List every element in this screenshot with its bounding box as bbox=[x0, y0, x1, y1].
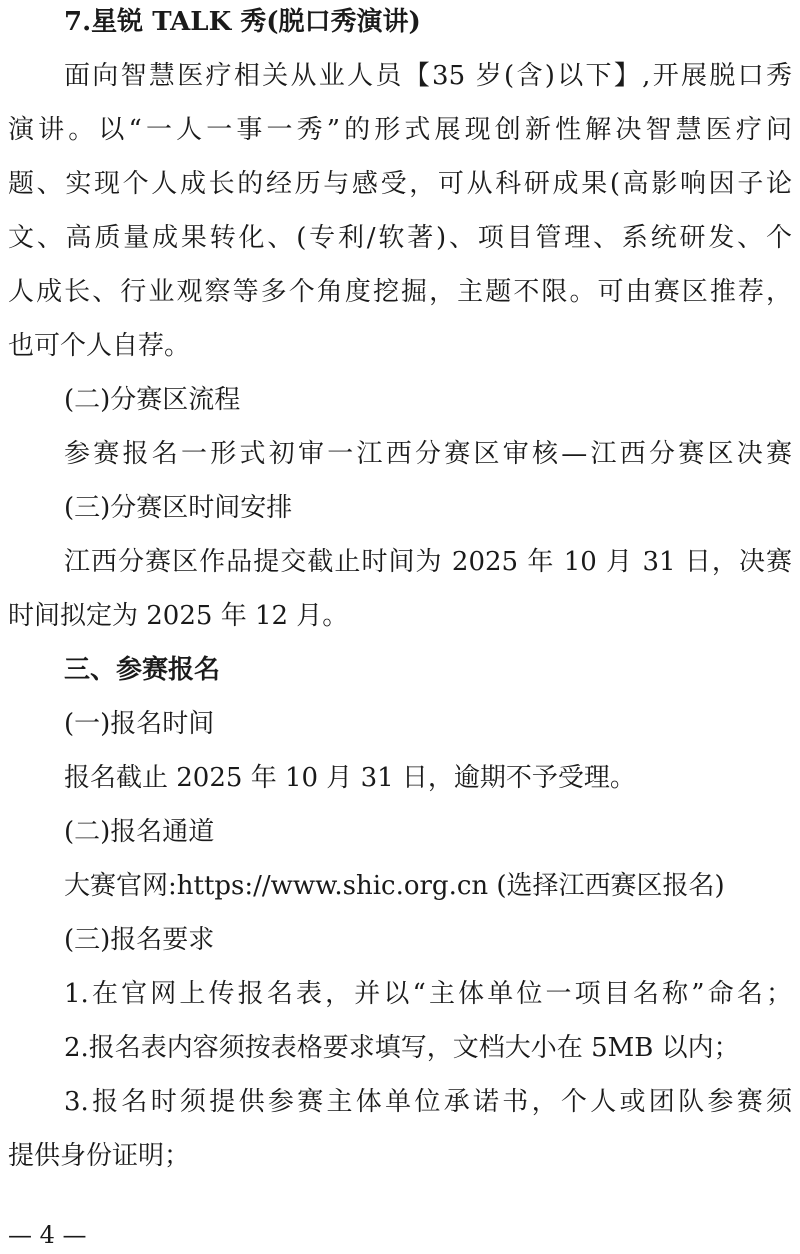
paragraph-line: 演讲。以“一人一事一秀”的形式展现创新性解决智慧医疗问 bbox=[8, 115, 792, 145]
requirement-item: 1.在官网上传报名表，并以“主体单位一项目名称”命名； bbox=[64, 979, 792, 1009]
requirement-item: 3.报名时须提供参赛主体单位承诺书，个人或团队参赛须 bbox=[64, 1087, 792, 1117]
subsection-heading-flow: (二)分赛区流程 bbox=[64, 385, 241, 415]
paragraph-line: 人成长、行业观察等多个角度挖掘，主题不限。可由赛区推荐， bbox=[8, 277, 792, 307]
schedule-line: 江西分赛区作品提交截止时间为 2025 年 10 月 31 日，决赛 bbox=[64, 547, 792, 577]
paragraph-line: 文、高质量成果转化、(专利/软著)、项目管理、系统研发、个 bbox=[8, 223, 792, 253]
paragraph-line: 题、实现个人成长的经历与感受，可从科研成果(高影响因子论 bbox=[8, 169, 792, 199]
section-heading-registration: 三、参赛报名 bbox=[64, 655, 221, 685]
schedule-line: 时间拟定为 2025 年 12 月。 bbox=[8, 601, 349, 631]
requirement-item-continued: 提供身份证明； bbox=[8, 1141, 191, 1171]
paragraph-line: 面向智慧医疗相关从业人员【35 岁(含)以下】,开展脱口秀 bbox=[64, 61, 792, 91]
paragraph-line: 也可个人自荐。 bbox=[8, 331, 191, 361]
subsection-heading-schedule: (三)分赛区时间安排 bbox=[64, 493, 293, 523]
registration-time-text: 报名截止 2025 年 10 月 31 日，逾期不予受理。 bbox=[64, 763, 636, 793]
page-number: — 4 — bbox=[8, 1221, 87, 1249]
section-heading-talk-show: 7.星锐 TALK 秀(脱口秀演讲) bbox=[64, 7, 421, 37]
subsection-heading-time: (一)报名时间 bbox=[64, 709, 215, 739]
subsection-heading-channel: (二)报名通道 bbox=[64, 817, 215, 847]
requirement-item: 2.报名表内容须按表格要求填写，文档大小在 5MB 以内； bbox=[64, 1033, 740, 1063]
flow-text: 参赛报名一形式初审一江西分赛区审核—江西分赛区决赛 bbox=[64, 439, 792, 469]
subsection-heading-requirements: (三)报名要求 bbox=[64, 925, 215, 955]
registration-channel-text: 大赛官网:https://www.shic.org.cn (选择江西赛区报名) bbox=[64, 871, 725, 901]
